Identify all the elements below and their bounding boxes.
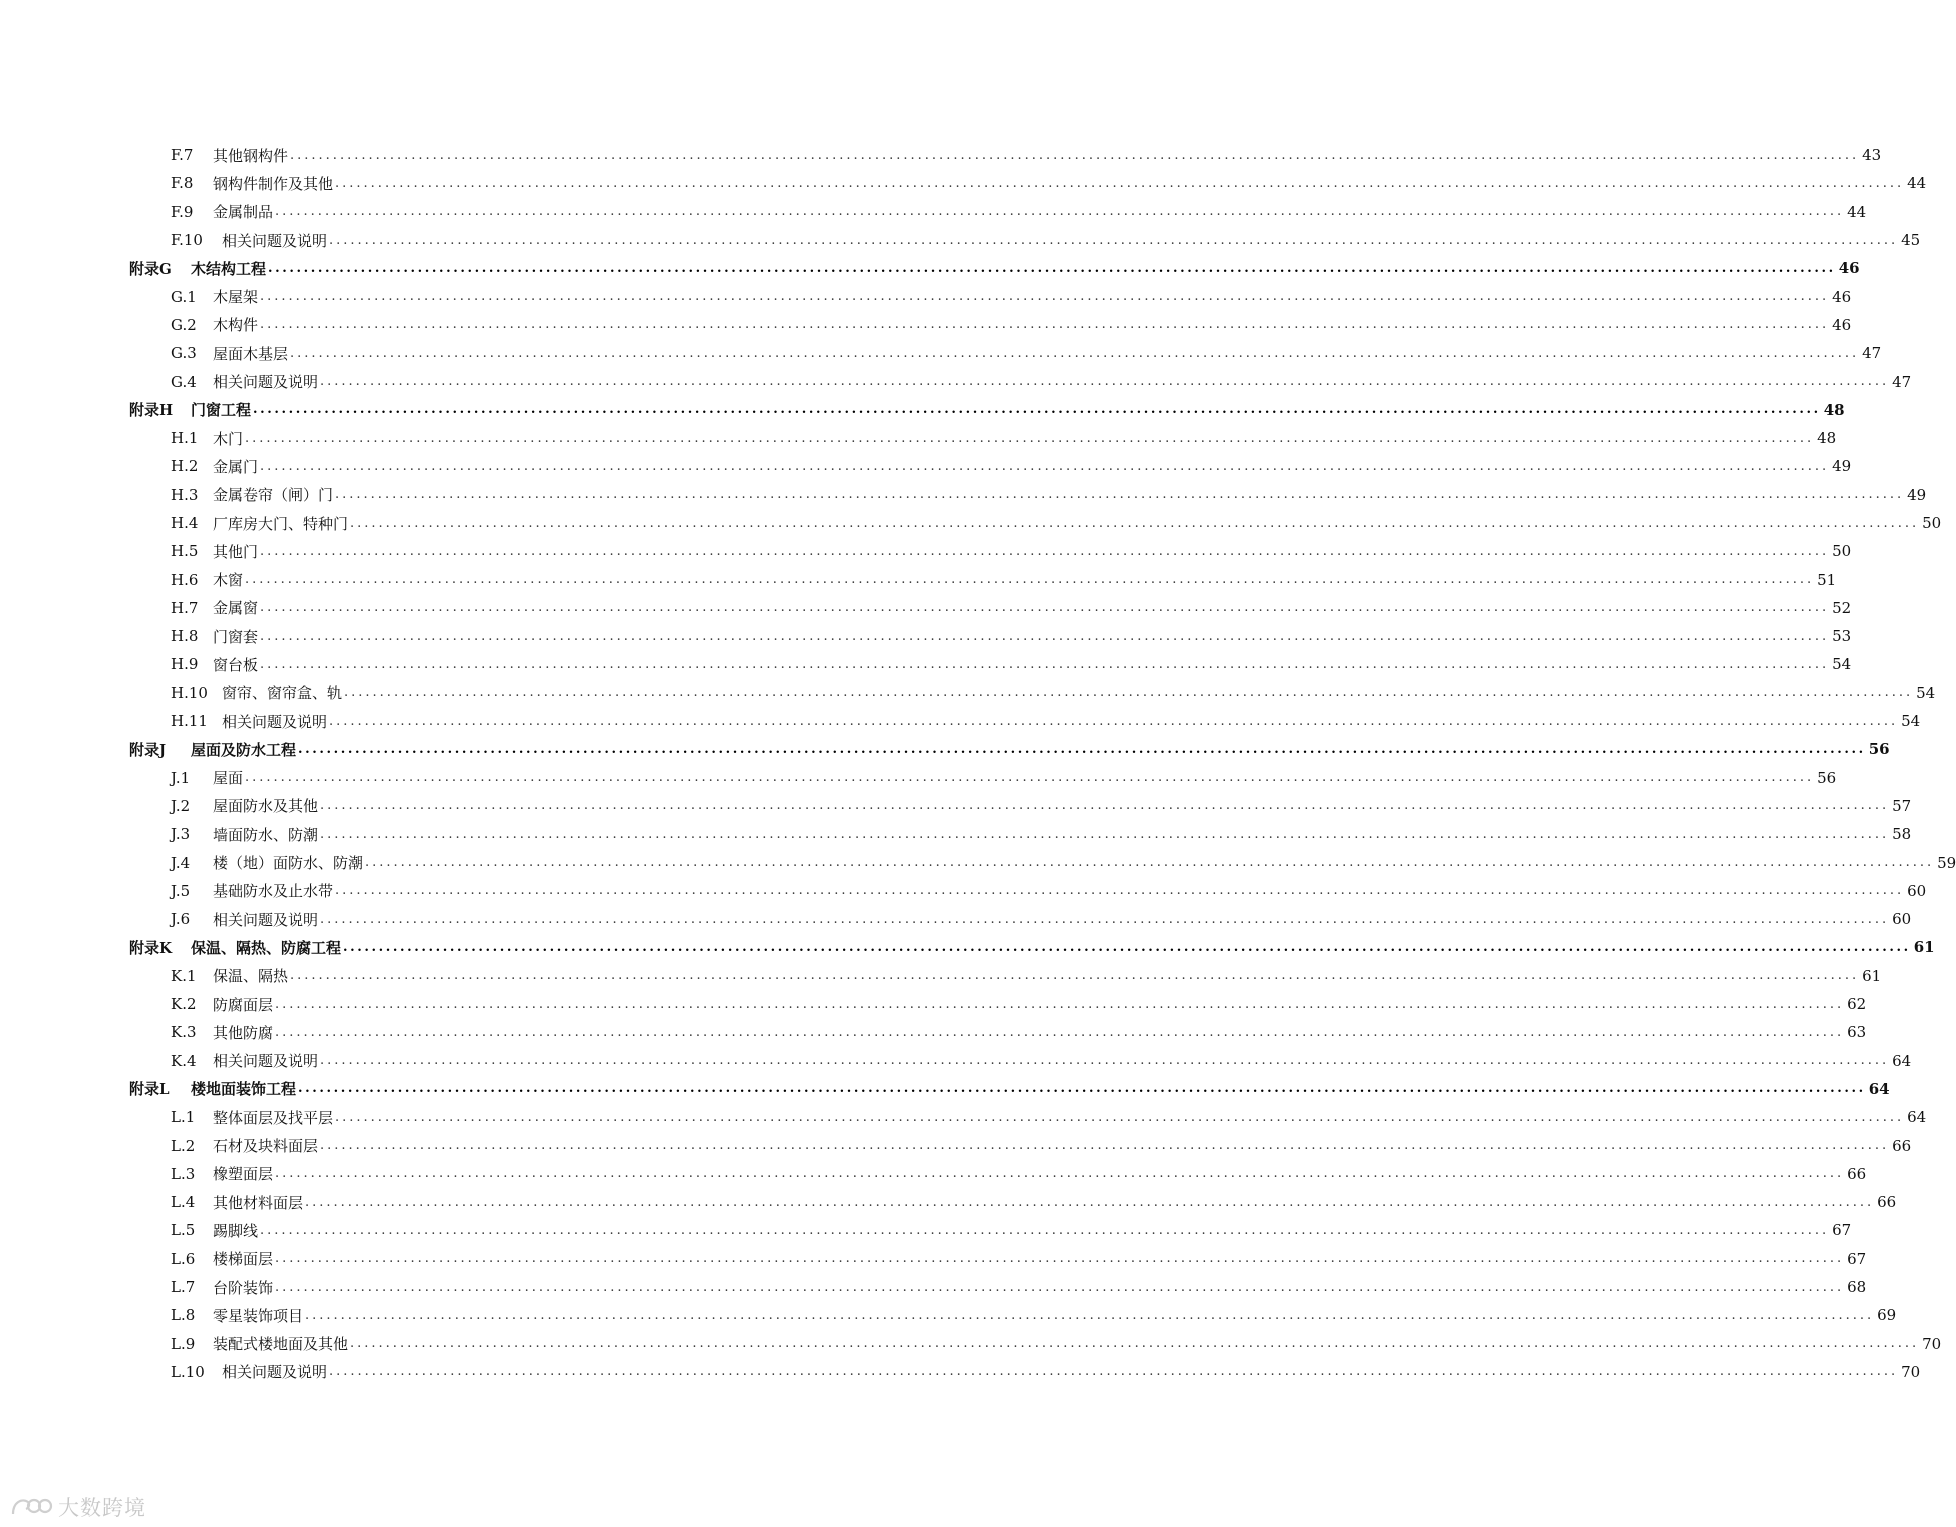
toc-subsection-entry[interactable] (0, 1103, 1927, 1131)
toc-entry-number: H.6 (171, 570, 199, 589)
toc-subsection-entry[interactable] (0, 1301, 1897, 1329)
toc-subsection-entry[interactable] (0, 424, 1837, 452)
toc-entry-title: 厂库房大门、特种门 (213, 514, 349, 533)
toc-subsection-entry[interactable] (0, 1188, 1897, 1216)
toc-entry-number: H.9 (171, 655, 199, 674)
toc-entry-page: 47 (1892, 372, 1912, 391)
toc-entry-title: 其他门 (213, 542, 259, 561)
toc-entry-title: 木窗 (213, 571, 244, 590)
toc-subsection-entry[interactable] (0, 169, 1927, 197)
toc-subsection-entry[interactable] (0, 1018, 1867, 1046)
dot-leader: ............................................................................................................................................................................................................................ (275, 204, 1845, 220)
toc-subsection-entry[interactable] (0, 367, 1912, 395)
dot-leader: ............................................................................................................................................................................................................................ (320, 374, 1890, 390)
toc-entry-page: 70 (1901, 1362, 1921, 1381)
toc-entry-number: H.8 (171, 627, 199, 646)
dot-leader: ............................................................................................................................................................................................................................ (344, 685, 1914, 701)
toc-entry-page: 54 (1832, 655, 1852, 674)
toc-entry-page: 58 (1892, 825, 1912, 844)
toc-entry-number: L.2 (171, 1136, 196, 1155)
toc-entry-number: L.6 (171, 1249, 196, 1268)
toc-entry-number: 附录L (129, 1080, 170, 1099)
toc-entry-title: 防腐面层 (213, 995, 274, 1014)
toc-entry-title: 金属窗 (213, 599, 259, 618)
toc-section-entry[interactable] (0, 933, 1935, 961)
toc-entry-title: 其他防腐 (213, 1023, 274, 1042)
toc-entry-page: 69 (1877, 1306, 1897, 1325)
toc-entry-title: 金属制品 (213, 203, 274, 222)
toc-entry-page: 51 (1817, 570, 1837, 589)
toc-entry-page: 67 (1847, 1249, 1867, 1268)
dot-leader: ............................................................................................................................................................................................................................ (260, 458, 1830, 474)
toc-entry-title: 木构件 (213, 316, 259, 335)
toc-entry-number: L.9 (171, 1334, 196, 1353)
toc-entry-page: 60 (1907, 881, 1927, 900)
watermark-text: 大数跨境 (58, 1496, 146, 1520)
toc-entry-number: L.8 (171, 1306, 196, 1325)
toc-entry-title: 相关问题及说明 (222, 231, 328, 250)
toc-entry-title: 保温、隔热、防腐工程 (191, 938, 342, 957)
toc-subsection-entry[interactable] (0, 1358, 1921, 1386)
toc-subsection-entry[interactable] (0, 905, 1912, 933)
toc-entry-number: G.4 (171, 372, 197, 391)
dot-leader: ............................................................................................................................................................................................................................ (268, 260, 1836, 276)
toc-entry-number: K.1 (171, 966, 197, 985)
toc-subsection-entry[interactable] (0, 764, 1837, 792)
dot-leader: ............................................................................................................................................................................................................................ (350, 515, 1920, 531)
toc-entry-number: H.3 (171, 485, 199, 504)
toc-entry-number: K.4 (171, 1051, 197, 1070)
toc-entry-page: 60 (1892, 910, 1912, 929)
toc-entry-page: 44 (1907, 174, 1927, 193)
toc-entry-page: 54 (1901, 712, 1921, 731)
toc-subsection-entry[interactable] (0, 1273, 1867, 1301)
toc-entry-page: 50 (1832, 542, 1852, 561)
dot-leader: ............................................................................................................................................................................................................................ (335, 1109, 1905, 1125)
toc-subsection-entry[interactable] (0, 707, 1921, 735)
toc-entry-page: 64 (1868, 1079, 1890, 1098)
toc-entry-number: L.3 (171, 1164, 196, 1183)
toc-entry-page: 64 (1892, 1051, 1912, 1070)
toc-entry-number: F.9 (171, 202, 194, 221)
toc-subsection-entry[interactable] (0, 594, 1852, 622)
toc-entry-page: 54 (1916, 683, 1936, 702)
dot-leader: ............................................................................................................................................................................................................................ (320, 798, 1890, 814)
toc-entry-title: 屋面 (213, 769, 244, 788)
toc-entry-page: 46 (1832, 287, 1852, 306)
toc-entry-title: 相关问题及说明 (213, 373, 319, 392)
toc-subsection-entry[interactable] (0, 877, 1927, 905)
toc-entry-number: F.10 (171, 231, 203, 250)
toc-entry-number: F.7 (171, 146, 194, 165)
toc-entry-page: 56 (1868, 740, 1890, 759)
toc-entry-page: 70 (1922, 1334, 1942, 1353)
toc-entry-page: 61 (1862, 966, 1882, 985)
toc-entry-page: 63 (1847, 1023, 1867, 1042)
toc-entry-title: 零星装饰项目 (213, 1306, 304, 1325)
toc-entry-page: 61 (1913, 938, 1935, 957)
toc-entry-number: K.2 (171, 995, 197, 1014)
toc-entry-number: H.11 (171, 712, 208, 731)
toc-subsection-entry[interactable] (0, 481, 1927, 509)
dot-leader: ............................................................................................................................................................................................................................ (275, 1251, 1845, 1267)
toc-entry-page: 64 (1907, 1108, 1927, 1127)
toc-entry-number: 附录G (129, 259, 172, 278)
toc-entry-number: G.2 (171, 315, 197, 334)
table-of-contents (0, 141, 1956, 1386)
toc-entry-number: H.10 (171, 683, 208, 702)
toc-entry-number: H.1 (171, 429, 199, 448)
toc-entry-title: 相关问题及说明 (213, 910, 319, 929)
toc-entry-title: 其他钢构件 (213, 146, 289, 165)
toc-subsection-entry[interactable] (0, 1216, 1852, 1244)
toc-entry-title: 金属门 (213, 457, 259, 476)
toc-entry-number: H.4 (171, 514, 199, 532)
toc-subsection-entry[interactable] (0, 990, 1867, 1018)
dot-leader: ............................................................................................................................................................................................................................ (260, 1222, 1830, 1238)
dot-leader: ............................................................................................................................................................................................................................ (320, 826, 1890, 842)
toc-entry-title: 其他材料面层 (213, 1193, 304, 1212)
toc-entry-title: 木屋架 (213, 288, 259, 307)
toc-entry-number: F.8 (171, 174, 194, 193)
toc-entry-number: L.5 (171, 1221, 196, 1240)
toc-entry-page: 62 (1847, 995, 1867, 1014)
toc-entry-page: 49 (1832, 457, 1852, 476)
toc-subsection-entry[interactable] (0, 1131, 1912, 1159)
toc-entry-title: 木门 (213, 429, 244, 448)
toc-subsection-entry[interactable] (0, 622, 1852, 650)
dot-leader: ............................................................................................................................................................................................................................ (275, 1279, 1845, 1295)
dot-leader: ............................................................................................................................................................................................................................ (335, 175, 1905, 191)
toc-entry-page: 52 (1832, 598, 1852, 617)
toc-entry-number: H.5 (171, 542, 199, 561)
toc-entry-title: 保温、隔热 (213, 967, 289, 986)
toc-subsection-entry[interactable] (0, 282, 1852, 310)
toc-subsection-entry[interactable] (0, 1047, 1912, 1075)
toc-subsection-entry[interactable] (0, 1160, 1867, 1188)
toc-entry-page: 66 (1877, 1193, 1897, 1212)
toc-section-entry[interactable] (0, 396, 1845, 424)
toc-entry-number: J.3 (171, 825, 191, 844)
toc-entry-page: 44 (1847, 202, 1867, 221)
toc-entry-title: 相关问题及说明 (213, 1052, 319, 1071)
dot-leader: ............................................................................................................................................................................................................................ (290, 345, 1860, 361)
toc-entry-page: 57 (1892, 796, 1912, 815)
toc-entry-title: 屋面及防水工程 (191, 740, 297, 759)
toc-entry-page: 45 (1901, 231, 1921, 250)
toc-entry-title: 整体面层及找平层 (213, 1108, 334, 1127)
toc-entry-title: 金属卷帘（闸）门 (213, 486, 334, 505)
toc-entry-title: 橡塑面层 (213, 1165, 274, 1184)
toc-entry-page: 47 (1862, 344, 1882, 363)
toc-entry-page: 53 (1832, 627, 1852, 646)
toc-entry-title: 钢构件制作及其他 (213, 174, 334, 193)
toc-entry-page: 48 (1823, 400, 1845, 419)
toc-entry-title: 楼梯面层 (213, 1250, 274, 1269)
toc-entry-number: J.2 (171, 796, 191, 815)
toc-entry-number: L.10 (171, 1362, 205, 1381)
toc-entry-page: 48 (1817, 429, 1837, 448)
toc-subsection-entry[interactable] (0, 509, 1942, 537)
toc-subsection-entry[interactable] (0, 311, 1852, 339)
dot-leader: ............................................................................................................................................................................................................................ (245, 430, 1815, 446)
toc-entry-title: 门窗工程 (191, 401, 252, 420)
dot-leader: ............................................................................................................................................................................................................................ (305, 1194, 1875, 1210)
toc-entry-number: G.1 (171, 287, 197, 306)
dot-leader: ............................................................................................................................................................................................................................ (320, 1138, 1890, 1154)
toc-entry-title: 相关问题及说明 (222, 712, 328, 731)
toc-entry-title: 踢脚线 (213, 1221, 259, 1240)
toc-section-entry[interactable] (0, 735, 1890, 763)
toc-subsection-entry[interactable] (0, 198, 1867, 226)
dot-leader: ............................................................................................................................................................................................................................ (298, 741, 1866, 757)
toc-entry-number: L.4 (171, 1193, 196, 1212)
dot-leader: ............................................................................................................................................................................................................................ (260, 289, 1830, 305)
toc-subsection-entry[interactable] (0, 820, 1912, 848)
toc-entry-page: 50 (1922, 514, 1942, 532)
toc-entry-page: 43 (1862, 146, 1882, 165)
dot-leader: ............................................................................................................................................................................................................................ (329, 713, 1899, 729)
dot-leader: ............................................................................................................................................................................................................................ (320, 1053, 1890, 1069)
dot-leader: ............................................................................................................................................................................................................................ (329, 1364, 1899, 1380)
dot-leader: ............................................................................................................................................................................................................................ (365, 855, 1935, 871)
toc-entry-number: J.6 (171, 910, 191, 929)
toc-entry-title: 楼（地）面防水、防潮 (213, 854, 364, 873)
toc-subsection-entry[interactable] (0, 650, 1852, 678)
toc-subsection-entry[interactable] (0, 848, 1956, 876)
toc-entry-title: 相关问题及说明 (222, 1363, 328, 1382)
toc-subsection-entry[interactable] (0, 962, 1882, 990)
toc-entry-number: J.1 (171, 768, 191, 787)
dot-leader: ............................................................................................................................................................................................................................ (260, 628, 1830, 644)
dot-leader: ............................................................................................................................................................................................................................ (329, 232, 1899, 248)
toc-subsection-entry[interactable] (0, 141, 1882, 169)
toc-entry-number: L.1 (171, 1108, 196, 1127)
dot-leader: ............................................................................................................................................................................................................................ (275, 1166, 1845, 1182)
dot-leader: ............................................................................................................................................................................................................................ (260, 317, 1830, 333)
toc-entry-title: 窗台板 (213, 655, 259, 674)
toc-entry-title: 屋面防水及其他 (213, 797, 319, 816)
dot-leader: ............................................................................................................................................................................................................................ (290, 968, 1860, 984)
watermark-icon (10, 1494, 52, 1520)
dot-leader: ............................................................................................................................................................................................................................ (298, 1081, 1866, 1097)
dot-leader: ............................................................................................................................................................................................................................ (275, 1024, 1845, 1040)
toc-entry-page: 46 (1832, 315, 1852, 334)
toc-entry-title: 墙面防水、防潮 (213, 825, 319, 844)
dot-leader: ............................................................................................................................................................................................................................ (275, 996, 1845, 1012)
toc-subsection-entry[interactable] (0, 339, 1882, 367)
toc-entry-title: 屋面木基层 (213, 344, 289, 363)
watermark-logo (10, 1490, 146, 1524)
toc-entry-page: 66 (1847, 1164, 1867, 1183)
toc-entry-page: 66 (1892, 1136, 1912, 1155)
toc-entry-title: 石材及块料面层 (213, 1137, 319, 1156)
dot-leader: ............................................................................................................................................................................................................................ (245, 770, 1815, 786)
dot-leader: ............................................................................................................................................................................................................................ (260, 543, 1830, 559)
toc-entry-page: 59 (1937, 853, 1956, 872)
toc-entry-number: H.2 (171, 457, 199, 476)
dot-leader: ............................................................................................................................................................................................................................ (260, 656, 1830, 672)
toc-subsection-entry[interactable] (0, 792, 1912, 820)
dot-leader: ............................................................................................................................................................................................................................ (320, 911, 1890, 927)
toc-subsection-entry[interactable] (0, 565, 1837, 593)
toc-entry-number: J.4 (171, 853, 191, 872)
toc-section-entry[interactable] (0, 254, 1860, 282)
toc-entry-number: G.3 (171, 344, 197, 363)
toc-entry-page: 68 (1847, 1278, 1867, 1297)
toc-subsection-entry[interactable] (0, 1329, 1942, 1357)
toc-entry-title: 台阶装饰 (213, 1278, 274, 1297)
toc-entry-page: 67 (1832, 1221, 1852, 1240)
dot-leader: ............................................................................................................................................................................................................................ (335, 487, 1905, 503)
dot-leader: ............................................................................................................................................................................................................................ (253, 402, 1821, 418)
toc-entry-title: 木结构工程 (191, 259, 267, 278)
toc-entry-title: 窗帘、窗帘盒、轨 (222, 684, 343, 703)
toc-entry-number: 附录H (129, 401, 174, 420)
toc-entry-number: 附录K (129, 938, 173, 957)
dot-leader: ............................................................................................................................................................................................................................ (245, 572, 1815, 588)
dot-leader: ............................................................................................................................................................................................................................ (350, 1336, 1920, 1352)
toc-entry-number: J.5 (171, 881, 191, 900)
toc-entry-number: 附录J (129, 740, 167, 759)
toc-entry-page: 49 (1907, 485, 1927, 504)
toc-section-entry[interactable] (0, 1075, 1890, 1103)
dot-leader: ............................................................................................................................................................................................................................ (305, 1307, 1875, 1323)
dot-leader: ............................................................................................................................................................................................................................ (335, 883, 1905, 899)
toc-entry-page: 46 (1838, 259, 1860, 278)
dot-leader: ............................................................................................................................................................................................................................ (343, 939, 1911, 955)
toc-entry-page: 56 (1817, 768, 1837, 787)
toc-subsection-entry[interactable] (0, 226, 1921, 254)
toc-entry-number: H.7 (171, 598, 199, 617)
toc-entry-title: 楼地面装饰工程 (191, 1080, 297, 1099)
toc-subsection-entry[interactable] (0, 679, 1936, 707)
dot-leader: ............................................................................................................................................................................................................................ (260, 600, 1830, 616)
dot-leader: ............................................................................................................................................................................................................................ (290, 147, 1860, 163)
toc-entry-number: K.3 (171, 1023, 197, 1042)
toc-subsection-entry[interactable] (0, 1245, 1867, 1273)
toc-subsection-entry[interactable] (0, 452, 1852, 480)
toc-subsection-entry[interactable] (0, 537, 1852, 565)
toc-entry-title: 基础防水及止水带 (213, 882, 334, 901)
toc-entry-title: 装配式楼地面及其他 (213, 1335, 349, 1354)
toc-entry-title: 门窗套 (213, 627, 259, 646)
toc-entry-number: L.7 (171, 1278, 196, 1297)
